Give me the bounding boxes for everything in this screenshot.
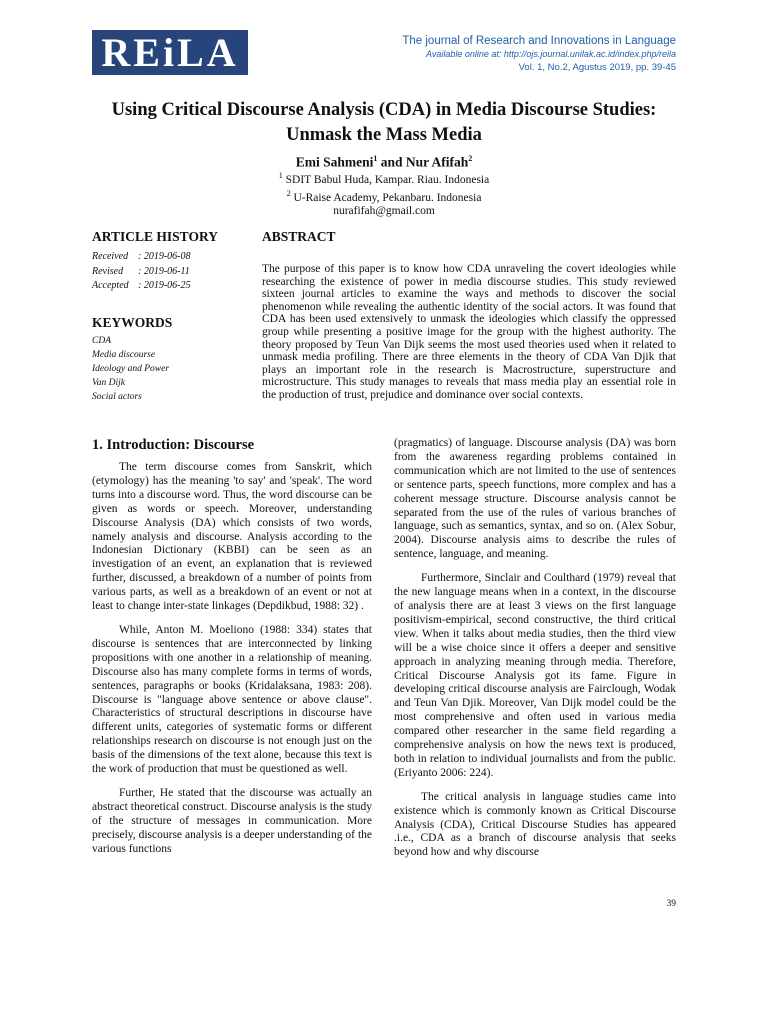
history-value: : 2019-06-08 xyxy=(138,251,191,262)
volume-info: Vol. 1, No.2, Agustus 2019, pp. 39-45 xyxy=(518,62,676,73)
author-1: Emi Sahmeni xyxy=(295,154,374,170)
author-email[interactable]: nurafifah@gmail.com xyxy=(333,204,435,217)
author-1-sup: 1 xyxy=(373,154,378,163)
keyword-item: Media discourse xyxy=(92,350,156,360)
history-revised xyxy=(92,265,191,280)
affiliation-2-text: U-Raise Academy, Pekanbaru. Indonesia xyxy=(290,191,482,204)
journal-name: The journal of Research and Innovations in Language xyxy=(402,35,676,47)
article-history xyxy=(92,250,191,294)
keyword-item: Social actors xyxy=(92,392,142,402)
affiliation-1-text: SDIT Babul Huda, Kampar. Riau. Indonesia xyxy=(282,173,490,186)
history-received xyxy=(92,250,191,265)
keywords-list xyxy=(92,334,169,404)
keyword-item: Ideology and Power xyxy=(92,364,170,374)
article-title xyxy=(80,98,688,148)
author-2: Nur Afifah xyxy=(405,154,469,170)
title-line-1: Using Critical Discourse Analysis (CDA) in Media Discourse Studies: xyxy=(111,100,657,120)
body-paragraph: Further, He stated that the discourse was actually an abstract theoretical construct. Discourse analysis is the study of the structure of messages in communication. More precisely, discourse analysis is a deeper understanding of the various functions xyxy=(92,786,372,855)
body-paragraph: While, Anton M. Moeliono (1988: 334) states that discourse is sentences that are interconnected by linking propositions with one another in a relationship of meaning. Discourse also has many complete forms in terms of words, sentences, paragraphs or books (Kridalaksana, 1983: 208). Discourse is "language above sentence or above clause". Characteristics of structural descriptions in discourse have different units, categories of systematic forms or different relationships research on discourse is not enough just on the basis of the dimensions of the text alone, because this text is the work of production that must be questioned as well. xyxy=(92,623,372,776)
journal-info xyxy=(402,34,676,75)
abstract-text: The purpose of this paper is to know how CDA unraveling the covert ideologies while researching the existence of power in media discourse studies. This study reviewed sixteen journal articles to examine the ways and methods to discover the social phenomenon while revealing the authentic identity of the social actors. It was found that CDA has been used extensively to unmask the ideologies which classify the oppressed group while presenting a positive image for the group with the highest authority. The theory proposed by Teun Van Dijk seems the most used theories used when it related to unmask media profiling. There are three elements in the theory of CDA Van Djik that plays an important role in the research is Macrostructure, superstructure and microstructure. This study manages to reveals that mass media play an essential role in the production of trust, prejudice and dominance over social contexts. xyxy=(262,263,676,401)
body-paragraph: (pragmatics) of language. Discourse analysis (DA) was born from the awareness regarding problems contained in communication which are not limited to the use of sentences or sentence parts, speech functions, more complex and has a coherent message structure. Discourse analysis cannot be separated from the use of the rules of various branches of language, such as semantics, syntax, and so on. (Alex Sobur, 2004). Discourse analysis aims to describe the rules of sentence, language, and meaning. xyxy=(394,437,676,561)
available-online[interactable]: Available online at: http://ojs.journal.unilak.ac.id/index.php/reila xyxy=(426,49,676,59)
left-column xyxy=(92,461,372,866)
affiliation-2 xyxy=(80,187,688,205)
author-and: and xyxy=(377,154,406,170)
history-label: Accepted xyxy=(92,280,129,291)
keyword-item: CDA xyxy=(92,336,111,346)
article-history-heading: ARTICLE HISTORY xyxy=(92,229,218,244)
right-column xyxy=(394,437,676,870)
keywords-heading: KEYWORDS xyxy=(92,315,173,330)
title-line-2: Unmask the Mass Media xyxy=(286,125,482,145)
history-value: : 2019-06-25 xyxy=(138,280,191,291)
affiliation-2-sup: 2 xyxy=(286,188,291,198)
history-label: Revised xyxy=(92,265,124,277)
section-heading-introduction: 1. Introduction: Discourse xyxy=(92,437,255,453)
page-number: 39 xyxy=(666,899,676,909)
affiliation-1-sup: 1 xyxy=(278,171,283,180)
history-value: : 2019-06-11 xyxy=(138,265,190,277)
abstract-heading: ABSTRACT xyxy=(262,229,336,244)
affiliations xyxy=(80,169,688,218)
author-2-sup: 2 xyxy=(468,154,473,163)
body-paragraph: The term discourse comes from Sanskrit, which (etymology) has the meaning 'to say' and 'speak'. The word turns into a discourse word. Thus, the word discourse can be given as words or speech. Moreover, understanding Discourse Analysis (DA) which consists of two words, namely analysis and discourse. Analysis according to the Indonesian Dictionary (KBBI) can be seen as an investigation of an event, an explanation that is reviewed further, discussed, a breakdown of a number of points from various parts, as well as a breakdown of an event or not at least to change inter-state linkages (Depdikbud, 1988: 32) . xyxy=(92,461,372,613)
history-label: Received xyxy=(92,251,129,262)
history-accepted xyxy=(92,279,191,294)
keyword-item: Van Dijk xyxy=(92,378,125,388)
journal-logo: REiLA xyxy=(92,30,248,75)
body-paragraph: Furthermore, Sinclair and Coulthard (1979) reveal that the new language means when in a context, in the discourse of analysis there are at least 3 views on the first language positivism-empirical, second constructive, the third critical view. When it talks about media studies, then the third view will be a wise choice since it offers a deeper and sensitive approach in analyzing meaning through media. Therefore, Critical Discourse Analysis got its fame. Figure in developing critical discourse analysis are Fairclough, Wodak and Teun Van Djik. Moreover, Van Dijk model could be the most comprehensive and often used in various media compared other researcher in the same field regarding a comprehensive analysis on how the news text is produced, both in relation to individual journalists and from the public. (Eriyanto 2006: 224). xyxy=(394,572,676,779)
affiliation-1 xyxy=(80,169,688,187)
body-paragraph: The critical analysis in language studies came into existence which is commonly known as Critical Discourse Analysis (CDA), Critical Discourse Studies has appeared .i.e., CDA as a branch of discourse analysis that seeks beyond how and why discourse xyxy=(394,790,676,859)
